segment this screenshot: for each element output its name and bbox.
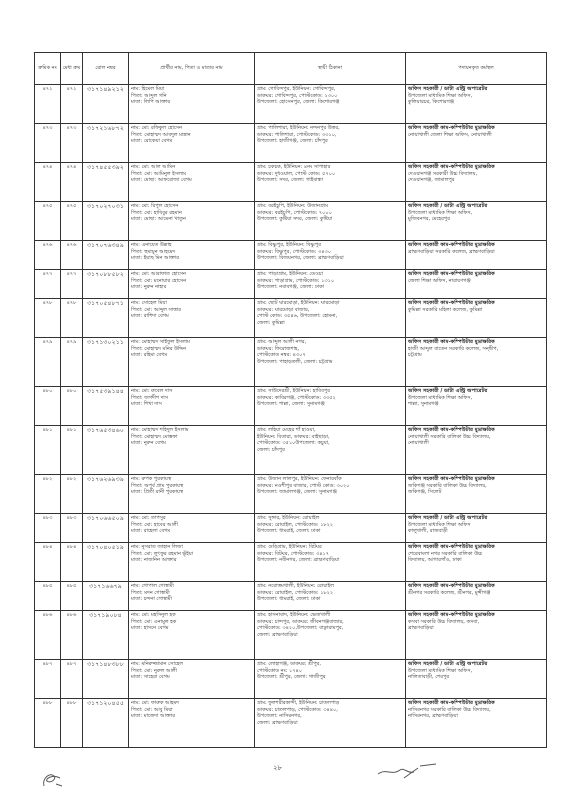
posting-title: অফিস সহকারী কাম-কম্পিউটার মুদ্রাক্ষরিক — [408, 125, 495, 131]
table-row — [35, 475, 547, 514]
address-line: জেলা: ব্রাহ্মণবাড়িয়া — [257, 719, 298, 726]
address-line: ডাকঘর: ঘারমোড়া বাজার, — [257, 306, 310, 313]
candidate-name-line: নাম: মো: রুবেল দাস — [131, 388, 173, 394]
candidate-name-line: পিতা: জগদীশ দাস — [131, 394, 169, 401]
posting-cell — [406, 202, 547, 241]
roll-cell: ৩১৭০৭৬৩৪৯ — [83, 241, 129, 270]
address-line: ডাকঘর: দুধওয়াল, পোস্ট কোড: ৫৭০০ — [257, 170, 336, 177]
posting-cell — [406, 85, 547, 124]
address-line: জেলা: চাঁদপুর — [257, 446, 285, 453]
roll-cell: ৩১৭০২৭০৩১ — [83, 202, 129, 241]
posting-place-line: বিদ্যালয়, আগারগাঁও, ঢাকা — [408, 557, 462, 564]
address-line: উপজেলা: বিজয়নগর, জেলা: ব্রাহ্মণবাড়িয়া — [257, 255, 344, 261]
header-address: স্থায়ী ঠিকানা — [255, 53, 406, 85]
roll-cell: ৩১৭৬৫৩৪৬০ — [83, 426, 129, 475]
address-line: গ্রাম: সাউদেরশ্রী, ইউনিয়ন: হাবিবপুর — [257, 388, 330, 394]
address-line: উপজেলা: নবীনগর, জেলা: ব্রাহ্মণবাড়িয়া — [257, 557, 340, 563]
posting-place-line: কুমিল্লা সরকারি মহিলা কলেজ, কুমিল্লা — [408, 306, 483, 313]
table-row — [35, 85, 547, 124]
candidate-name-line: পিতা: হুমায়ুন আহমেদ — [131, 248, 176, 255]
roll-cell: ৩১৭১৩০২১১ — [83, 338, 129, 387]
posting-cell — [406, 163, 547, 202]
address-line: গ্রাম: আব্দুল আলী নগর, — [257, 339, 307, 345]
candidate-name-line: নাম: মোহাম্মদ সাইফুল ইসলাম — [131, 339, 190, 345]
page-footer — [0, 760, 569, 800]
posting-title: অফিস সহকারী কাম-কম্পিউটার মুদ্রাক্ষরিক — [408, 544, 495, 550]
serial-cell: ৪৭৮ — [35, 299, 61, 338]
header-roll: রোল নম্বর — [83, 53, 129, 85]
posting-title: অফিস সহকারী কাম-কম্পিউটার মুদ্রাক্ষরিক — [408, 300, 495, 306]
roll-cell: ৩১৭০৫৪৮৭১ — [83, 299, 129, 338]
merit-cell: ৪৮৬ — [61, 611, 83, 660]
address-line: গ্রাম: ছোট ঘারমোড়া, ইউনিয়ন: ঘারমোড়া — [257, 300, 340, 306]
address-line: উপজেলা: ধামরাই, জেলা: ঢাকা — [257, 596, 321, 602]
posting-place-line: নাসিরনগর, ব্রাহ্মণবাড়িয়া — [408, 713, 458, 720]
table-row — [35, 124, 547, 163]
candidate-name-line: নাম: রুপক পুরকায়স্থ — [131, 476, 172, 482]
table-row — [35, 299, 547, 338]
serial-cell: ৪৭২ — [35, 85, 61, 124]
address-line: ইউনিয়ন: বিতারা, ডাকঘর: বাইছাড়া, — [257, 433, 330, 440]
address-line: গ্রাম: উজান লালপুর, ইউনিয়ন: ফেনারবাঁক — [257, 476, 342, 482]
posting-title: অফিস সহকারী কাম-কম্পিউটার মুদ্রাক্ষরিক — [408, 700, 495, 706]
candidate-name-line: নাম: মো: আল আমিন — [131, 164, 176, 170]
address-line: উপজেলা: সদর, জেলা: গাইবান্ধা — [257, 177, 324, 183]
address-line: ডাকঘর: পালিশারা, পোস্টকোড: ৩৩১০, — [257, 131, 337, 138]
serial-cell: ৪৮২ — [35, 475, 61, 514]
merit-cell: ৪৭২ — [61, 85, 83, 124]
posting-place-line: জকিগঞ্জ, সিলেট — [408, 489, 442, 496]
address-line: গ্রাম: ফুলশরীরকান্দী, ইউনিয়ন: চাতলপাড় — [257, 700, 340, 706]
table-row — [35, 202, 547, 241]
posting-cell — [406, 299, 547, 338]
roll-cell: ৩১৭১৯০৮৪ — [83, 611, 129, 660]
candidate-cell — [129, 124, 255, 163]
address-cell — [255, 611, 406, 660]
merit-list-table — [34, 52, 547, 748]
merit-cell: ৪৮৪ — [61, 543, 83, 582]
address-line: উপজেলা: ধামরাই, জেলা: ঢাকা — [257, 528, 321, 534]
merit-cell: ৪৭৩ — [61, 124, 83, 163]
candidate-name-line: মাতা: রোকেয়া বেগম — [131, 138, 173, 144]
candidate-cell — [129, 699, 255, 748]
candidate-name-line: পিতা: মোহাম্মদ মোস্তফা — [131, 433, 178, 440]
posting-cell — [406, 475, 547, 514]
address-cell — [255, 660, 406, 699]
table-row — [35, 699, 547, 748]
candidate-name-line: মাতা: প্রিতী রানী পুরকায়স্থ — [131, 489, 184, 495]
address-line: উপজেলা: শাল্লা, জেলা: সুনামগঞ্জ — [257, 401, 325, 407]
candidate-name-line: পিতা: মো: এনামুল হক — [131, 618, 177, 625]
address-cell — [255, 338, 406, 387]
candidate-name-line: নাম: মো: রিপুল হোসেন — [131, 203, 179, 209]
roll-cell: ৩১৭০৮৮৫৮২ — [83, 270, 129, 299]
posting-place-line: ব্রাহ্মণবাড়িয়া — [408, 625, 434, 632]
address-line: ডাকঘর: রোয়াইল, পোস্টকোড: ১৮২২ — [257, 589, 334, 596]
serial-cell: ৪৮৩ — [35, 514, 61, 543]
address-line: ডাকঘর: বরইচুপি, পোস্টকোড: ৭০০০ — [257, 209, 332, 216]
candidate-name-line: মাতা: নাজনিন আক্তার — [131, 557, 177, 563]
address-cell — [255, 241, 406, 270]
table-row — [35, 514, 547, 543]
posting-title: অফিস সহকারী কাম-কম্পিউটার মুদ্রাক্ষরিক — [408, 476, 495, 482]
candidate-cell — [129, 475, 255, 514]
roll-cell: ৩১৭১৪৯২১২ — [83, 85, 129, 124]
address-line: গ্রাম: চকচক, ইউনিয়ন: ৪নং সাপাহার — [257, 164, 331, 170]
address-line: পোস্টকোড: ৩৪২০,উপজেলা: বাঞ্ছারামপুর, — [257, 625, 344, 631]
candidate-name-line: নাম: মো: মহসিনুল হক — [131, 612, 176, 618]
address-line: ডাকঘর: ফিরোজশাহ, — [257, 345, 300, 352]
posting-place-line: জেলা শিক্ষা অফিস, নারায়ণগঞ্জ — [408, 277, 471, 284]
serial-cell: ৪৭৩ — [35, 124, 61, 163]
merit-cell: ৪৭৯ — [61, 338, 83, 387]
posting-place-line: মুজিবনগর, মেহেরপুর — [408, 216, 450, 223]
address-line: পোস্ট কোড: ৩৫৪৬, উপজেলা: হোমনা, — [257, 313, 338, 319]
candidate-cell — [129, 611, 255, 660]
candidate-name-line: মাতা: সাহেরা বেগম — [131, 674, 170, 680]
candidate-name-line: নাম: মোহাম্মদ শহিদুল ইসলাম — [131, 427, 189, 433]
candidate-name-line: নাম: মো: তাপসুর — [131, 515, 166, 521]
posting-place-line: শ্রীনগর সরকারি কলেজ, শ্রীনগর, মুন্সীগঞ্জ — [408, 589, 491, 596]
merit-cell: ৪৭৪ — [61, 163, 83, 202]
candidate-name-line: মাতা: লিপি আক্তার — [131, 99, 171, 105]
candidate-name-line: মাতা: মোছা: আমেনা খাতুন — [131, 216, 186, 222]
posting-cell — [406, 611, 547, 660]
candidate-cell — [129, 426, 255, 475]
serial-cell: ৪৮৬ — [35, 611, 61, 660]
candidate-name-line: মাতা: হাসনে বেগম — [131, 625, 169, 631]
roll-cell: ৩১৭০৪০৫১৯ — [83, 543, 129, 582]
address-line: পোস্টকোড: ৩৫১০উপজেলা: কচুয়া, — [257, 440, 330, 446]
serial-cell: ৪৭৬ — [35, 241, 61, 270]
roll-cell: ৩১৭৪৫৫৩৯২ — [83, 163, 129, 202]
candidate-name-line: নাম: হিমেল মিয়া — [131, 86, 165, 92]
serial-cell: ৪৭৯ — [35, 338, 61, 387]
posting-title: অফিস সহকারী / ডাটা এন্ট্রি অপারেটর — [408, 203, 488, 209]
candidate-cell — [129, 514, 255, 543]
candidate-name-line: পিতা: মোহাম্মদ মনির উদ্দিন — [131, 345, 187, 352]
address-line: ডাকঘর: চান্দপুর, ডাকঘর: জীবনগঞ্জবাজার, — [257, 618, 344, 625]
address-line: জেলা: কুমিল্লা — [257, 319, 285, 326]
candidate-name-line: পিতা: মোহাম্মদ আবদুল মান্নান — [131, 131, 191, 138]
address-line: ডাকঘর: রোয়াইল, পোস্টকোড: ১৮২২ — [257, 521, 334, 528]
posting-place-line: নালিতাবাড়ী, শেরপুর — [408, 674, 450, 681]
roll-cell: ৩১৭৬২৬৯৩৯ — [83, 475, 129, 514]
address-line: উপজেলা: জামালগঞ্জ, জেলা: সুনামগঞ্জ — [257, 489, 337, 495]
merit-cell: ৪৮৭ — [61, 660, 83, 699]
candidate-cell — [129, 660, 255, 699]
address-line: ডাকঘর: নওশীপুর বাজার, পোস্ট কোড: ৩০২০ — [257, 482, 350, 489]
candidate-name-line: পিতা: মো: আবু মিয়া — [131, 706, 173, 713]
table-row — [35, 543, 547, 582]
merit-cell: ৪৭৭ — [61, 270, 83, 299]
posting-cell — [406, 270, 547, 299]
candidate-cell — [129, 543, 255, 582]
posting-place-line: শাল্লা, সুনামগঞ্জ — [408, 401, 439, 408]
posting-cell — [406, 241, 547, 270]
address-line: গ্রাম: পালিশারা, ইউনিয়ন: নন্দনপুর উত্তর, — [257, 125, 340, 131]
posting-place-line: উপজেলা মাধ্যমিক শিক্ষা অফিস, — [408, 92, 473, 99]
posting-cell — [406, 582, 547, 611]
posting-place-line: হাজী আব্দুল বাতেন সরকারি কলেজ, সন্দ্বীপ, — [408, 345, 499, 352]
candidate-cell — [129, 582, 255, 611]
address-cell — [255, 387, 406, 426]
address-line: ডাকঘর: বিটঘর, পোস্টকোড: ৩৪১৭ — [257, 550, 330, 557]
candidate-name-line: পিতা: মো: আমিনুল ইসলাম — [131, 170, 187, 177]
candidate-name-line: নাম: সোহেল মিয়া — [131, 300, 167, 306]
candidate-name-line: মাতা: মোছা: আফরোজা বেগম — [131, 177, 192, 183]
candidate-name-line: পিতা: মো: আব্দুল সাত্তার — [131, 306, 182, 313]
posting-place-line: উপজেলা মাধ্যমিক শিক্ষা অফিস — [408, 521, 471, 528]
address-cell — [255, 475, 406, 514]
address-line: ডাকঘর: কাবিরগঞ্জ, পোস্টকোড: ৩৩৫২ — [257, 394, 336, 401]
candidate-name-line: নাম: এনায়েত উল্লাহ — [131, 242, 172, 248]
address-line: উপজেলা: পাহাড়তলী, জেলা: চট্টগ্রাম — [257, 358, 333, 365]
address-line: গ্রাম: পাড়াগ্রাম, ইউনিয়ন: ডেওচা — [257, 271, 323, 277]
posting-place-line: নোয়াখালী — [408, 440, 429, 447]
posting-place-line: শেরেবাংলা নগর সরকারি বালিকা উচ্চ — [408, 550, 483, 557]
roll-cell: ৩১৭১২০৪৫৫ — [83, 699, 129, 748]
address-cell — [255, 270, 406, 299]
candidate-cell — [129, 163, 255, 202]
table-row — [35, 270, 547, 299]
address-line: গ্রাম: বরইচুপি, ইউনিয়ন: উজানগ্রাম — [257, 203, 328, 209]
candidate-cell — [129, 338, 255, 387]
serial-cell: ৪৮০ — [35, 387, 61, 426]
candidate-name-line: নাম: মো: আরাফাত হোসেন — [131, 271, 186, 277]
header-posting: পদায়নকৃত কর্মস্থল — [406, 53, 547, 85]
candidate-name-line: পিতা: অপূর্ব প্রাম পুরকায়স্থ — [131, 482, 184, 489]
posting-title: অফিস সহকারী কাম-কম্পিউটার মুদ্রাক্ষরিক — [408, 612, 495, 618]
table-row — [35, 582, 547, 611]
posting-place-line: উপজেলা মাধ্যমিক শিক্ষা অফিস, — [408, 209, 473, 216]
address-line: গ্রাম: গুড়িগ্রাম, ইউনিয়ন: বিটঘর — [257, 544, 322, 550]
posting-place-line: নাসিরনগর সরকারি বালিকা উচ্চ বিদ্যালয়, — [408, 706, 491, 713]
posting-title: অফিস সহকারী কাম-কম্পিউটার মুদ্রাক্ষরিক — [408, 427, 495, 433]
address-cell — [255, 543, 406, 582]
posting-title: অফিস সহকারী কাম-কম্পিউটার মুদ্রাক্ষরিক — [408, 583, 495, 589]
table-row — [35, 338, 547, 387]
posting-title: অফিস সহকারী / ডাটা এন্ট্রি অপারেটর — [408, 515, 488, 521]
address-cell — [255, 299, 406, 338]
posting-place-line: নোয়াখালী জেলা শিক্ষা অফিস, নোয়াখালী — [408, 131, 492, 138]
merit-cell: ৪৭৮ — [61, 299, 83, 338]
posting-place-line: কসবা সরকারি উচ্চ বিদ্যালয়, কসবা, — [408, 618, 480, 625]
address-cell — [255, 163, 406, 202]
candidate-name-line: পিতা: মো: লুৎফুর রহমান ভূঁইয়া — [131, 550, 194, 557]
serial-cell: ৪৮৪ — [35, 543, 61, 582]
serial-cell: ৪৮৭ — [35, 660, 61, 699]
posting-cell — [406, 124, 547, 163]
address-line: উপজেলা: শ্রীপুর, জেলা: গাজীপুর — [257, 674, 326, 680]
address-line: গ্রাম: হাসনাবাদ, ইউনিয়ন: ভেজখালী — [257, 612, 331, 618]
posting-place-line: ব্রাহ্মণবাড়িয়া সরকারি কলেজ, ব্রাহ্মণবাড়িয়া — [408, 248, 495, 255]
merit-list-sheet — [34, 52, 546, 748]
candidate-name-line: মাতা: ইয়াছ মিন আক্তার — [131, 255, 179, 261]
candidate-cell — [129, 241, 255, 270]
address-line: উপজেলা: কুষ্টিয়া সদর, জেলা: কুষ্টিয়া — [257, 216, 333, 222]
header-serial: ক্রমিক নং — [35, 53, 61, 85]
table-row — [35, 426, 547, 475]
posting-cell — [406, 338, 547, 387]
candidate-name-line: পিতা: মো: মনোয়ার হোসেন — [131, 277, 187, 284]
candidate-name-line: পিতা: মো: হাবের আলী — [131, 521, 179, 528]
address-line: ডাকঘর: বিষ্ণুপুর, পোস্টকোড: ৩৪৩০ — [257, 248, 331, 255]
table-header-row — [35, 53, 547, 85]
posting-title: অফিস সহকারী / ডাটা এন্ট্রি অপারেটর — [408, 388, 488, 394]
candidate-name-line: মাতা: রাহেলা বেগম — [131, 528, 171, 534]
page-number: ২৮ — [273, 764, 283, 772]
candidate-cell — [129, 387, 255, 426]
candidate-cell — [129, 299, 255, 338]
posting-title: অফিস সহকারী / ডাটা এন্ট্রি অপারেটর — [408, 86, 488, 92]
posting-place-line: দেওয়ানগঞ্জ সরকারী উচ্চ বিদ্যালয়, — [408, 170, 478, 177]
header-candidate: প্রার্থীর নাম, পিতা ও মাতার নাম — [129, 53, 255, 85]
address-line: উপজেলা: হাজীগঞ্জ, জেলা: চাঁদপুর — [257, 138, 328, 144]
serial-cell: ৪৮১ — [35, 426, 61, 475]
address-cell — [255, 124, 406, 163]
candidate-name-line: মাতা: শিখা দাস — [131, 401, 162, 407]
posting-cell — [406, 699, 547, 748]
roll-cell: ৩১৭১৪৮৩৮৮ — [83, 660, 129, 699]
posting-place-line: নোয়াখালী সরকারি বালিকা উচ্চ বিদ্যালয়, — [408, 433, 491, 440]
posting-title: অফিস সহকারী কাম-কম্পিউটার মুদ্রাক্ষরিক — [408, 271, 495, 277]
candidate-name-line: মাতা: চন্দনা গোস্বামী — [131, 596, 172, 602]
candidate-cell — [129, 270, 255, 299]
merit-cell: ৪৮৫ — [61, 582, 83, 611]
merit-cell: ৪৭৬ — [61, 241, 83, 270]
posting-place-line: উপজেলা মাধ্যমিক শিক্ষা অফিস, — [408, 667, 473, 674]
candidate-name-line: নাম: গোপাল গোস্বামী — [131, 583, 174, 589]
address-cell — [255, 514, 406, 543]
candidate-cell — [129, 85, 255, 124]
address-line: উপজেলা: নাসিরনগর, — [257, 713, 302, 719]
address-line: ডাকঘর: চাতলপাড়, পোস্টকোড: ৩৪৪০, — [257, 706, 338, 713]
signature-right — [374, 760, 444, 784]
posting-cell — [406, 514, 547, 543]
candidate-name-line: মাতা: মাজেদা আক্তার — [131, 713, 175, 719]
address-cell — [255, 202, 406, 241]
serial-cell: ৪৭৭ — [35, 270, 61, 299]
candidate-name-line: পিতা: মো: হাবিবুর রহমান — [131, 209, 182, 216]
candidate-name-line: নাম: নুসরাত জাহান লিজা — [131, 544, 183, 550]
serial-cell: ৪৮৮ — [35, 699, 61, 748]
candidate-cell — [129, 202, 255, 241]
address-line: জেলা: ব্রাহ্মণবাড়িয়া — [257, 631, 298, 638]
header-merit: মেধা ক্রম — [61, 53, 83, 85]
candidate-name-line: নাম: মো: রফিকুল হোসেন — [131, 125, 183, 131]
address-line: গ্রাম: সুঙ্গার, ইউনিয়ন: রোয়াইল — [257, 515, 320, 521]
posting-place-line: চট্টগ্রাম — [408, 352, 422, 359]
merit-cell: ৪৮১ — [61, 426, 83, 475]
candidate-name-line: নাম: মনিরুজ্জামান সোহেল — [131, 661, 184, 667]
posting-title: অফিস সহকারী কাম-কম্পিউটার মুদ্রাক্ষরিক — [408, 164, 495, 170]
address-cell — [255, 426, 406, 475]
table-row — [35, 611, 547, 660]
candidate-name-line: মাতা: রাশিদা বেগম — [131, 313, 169, 319]
address-line: গ্রাম: লোহাগঞ্জ, ডাকঘর: শ্রীপুর, — [257, 661, 321, 667]
candidate-name-line: মাতা: নুরুন নাহার — [131, 284, 167, 290]
address-line: পোস্টকোড নম্বর: ৪৩০৭ — [257, 352, 306, 358]
address-line: গ্রাম: গোবিন্দপুর, ইউনিয়ন: গোবিন্দপুর, — [257, 86, 336, 92]
roll-cell: ৩১৭৫৩৯১৪৪ — [83, 387, 129, 426]
posting-place-line: উপজেলা মাধ্যমিক শিক্ষা অফিস, — [408, 394, 473, 401]
merit-cell: ৪৮৮ — [61, 699, 83, 748]
posting-cell — [406, 660, 547, 699]
signature-left — [38, 766, 68, 792]
address-line: পোস্টকোড নং: ১৭৪০ — [257, 667, 303, 674]
candidate-name-line: নাম: মো: ফারুক আহমদ — [131, 700, 179, 706]
roll-cell: ৩১৭০৬৬৫০৯ — [83, 514, 129, 543]
address-line: গ্রাম: বিষ্ণুপুর, ইউনিয়ন: বিষ্ণুপুর — [257, 242, 321, 248]
candidate-name-line: মাতা: রহিমা বেগম — [131, 352, 168, 358]
merit-cell: ৪৭৫ — [61, 202, 83, 241]
serial-cell: ৪৭৪ — [35, 163, 61, 202]
posting-place-line: কালুখালী, রাজবাড়ী — [408, 528, 448, 535]
posting-place-line: জকিগঞ্জ সরকারি বালিকা উচ্চ বিদ্যালয়, — [408, 482, 487, 489]
posting-title: অফিস সহকারী কাম-কম্পিউটার মুদ্রাক্ষরিক — [408, 339, 495, 345]
candidate-name-line: পিতা: মদন গোস্বামী — [131, 589, 170, 596]
address-line: উপজেলা: নবাবগঞ্জ, জেলা: ঢাকা — [257, 284, 325, 290]
merit-cell: ৪৮০ — [61, 387, 83, 426]
address-line: উপজেলা: হোসেনপুর, জেলা: কিশোরগঞ্জ — [257, 99, 340, 105]
table-row — [35, 660, 547, 699]
address-cell — [255, 582, 406, 611]
candidate-name-line: মাতা: নুরুন বেগম — [131, 440, 166, 446]
posting-title: অফিস সহকারী কাম-কম্পিউটার মুদ্রাক্ষরিক — [408, 242, 495, 248]
roll-cell: ৩১৭২১৬৮৭২ — [83, 124, 129, 163]
roll-cell: ৩১৭১৬৬৭৯ — [83, 582, 129, 611]
posting-cell — [406, 426, 547, 475]
posting-place-line: দেওয়ানগঞ্জ, জামালপুর — [408, 177, 455, 184]
address-line: গ্রাম: লহিয়া মেহের শাঁ হাওয়া, — [257, 427, 316, 433]
serial-cell: ৪৮৫ — [35, 582, 61, 611]
address-line: ডাকঘর: পাড়াগ্রাম, পোস্টকোড: ১৩১০ — [257, 277, 335, 284]
table-row — [35, 241, 547, 270]
posting-cell — [406, 543, 547, 582]
candidate-name-line: পিতা: মো: নুরুল আলী — [131, 667, 177, 674]
table-row — [35, 163, 547, 202]
address-line: ডাকঘর: গোবিন্দপুর, পোস্টকোড: ২৩০০ — [257, 92, 338, 99]
posting-place-line: কুলিয়ারচর, কিশোরগঞ্জ — [408, 99, 455, 106]
posting-cell — [406, 387, 547, 426]
address-cell — [255, 85, 406, 124]
posting-title: অফিস সহকারী / ডাটা এন্ট্রি অপারেটর — [408, 661, 488, 667]
merit-cell: ৪৮২ — [61, 475, 83, 514]
candidate-name-line: পিতা: আব্দুল গনি — [131, 92, 167, 99]
merit-cell: ৪৮৩ — [61, 514, 83, 543]
address-line: গ্রাম: নরোত্তমখালী, ইউনিয়ন: রোয়াইল — [257, 583, 334, 589]
serial-cell: ৪৭৫ — [35, 202, 61, 241]
address-cell — [255, 699, 406, 748]
table-row — [35, 387, 547, 426]
